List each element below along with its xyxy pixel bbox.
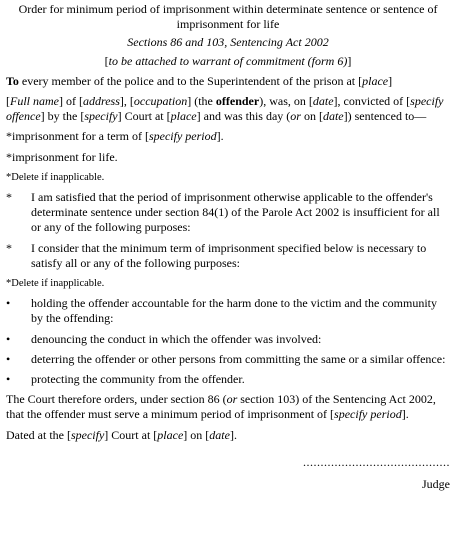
date-placeholder: date	[209, 427, 230, 442]
asterisk-marker: *	[6, 240, 12, 255]
or-word: or	[290, 109, 301, 124]
list-item-text: protecting the community from the offender.	[31, 372, 245, 387]
list-item-text: denouncing the conduct in which the offender was involved:	[31, 331, 322, 346]
address-placeholder: address	[83, 94, 120, 109]
list-item	[6, 241, 450, 271]
period-placeholder: specify period	[334, 407, 402, 422]
life-option: *imprisonment for life.	[6, 149, 118, 164]
list-item	[6, 332, 450, 347]
to-label: To	[6, 73, 19, 88]
offender-term: offender	[215, 94, 260, 109]
full-name-placeholder: Full name	[10, 94, 59, 109]
list-item	[6, 296, 450, 326]
signature-line: ..........................................	[303, 454, 450, 469]
bullet-icon: •	[6, 372, 11, 387]
list-item-text: I consider that the minimum term of imprisonment specified below is necessary to satisfy all or any of the following purposes:	[31, 240, 427, 270]
order-paragraph: The Court therefore orders, under section 86 (or section 103) of the Sentencing Act 2002, that the offender must serve a minimum period of imprisonment of [specify period].	[6, 392, 436, 422]
attachment-note: [to be attached to warrant of commitment (form 6)]	[104, 53, 352, 68]
list-item-text: I am satisfied that the period of imprisonment otherwise applicable to the offender's determinate sentence under section 84(1) of the Parole Act 2002 is insufficient for all or any of the following purposes:	[31, 190, 440, 235]
conviction-paragraph: [Full name] of [address], [occupation] (the offender), was, on [date], convicted of [specify offence] by the [specify] Court at [place] and was this day (or on [date]) sentenced to—	[6, 94, 444, 124]
judge-label: Judge	[422, 477, 450, 492]
form-sections-reference: Sections 86 and 103, Sentencing Act 2002	[127, 35, 329, 50]
offence-placeholder: specify offence	[6, 94, 444, 124]
dated-paragraph: Dated at the [specify] Court at [place] on [date].	[6, 427, 237, 442]
list-item	[6, 190, 450, 236]
date-placeholder: date	[312, 94, 334, 109]
address-paragraph: To every member of the police and to the Superintendent of the prison at [place]	[6, 73, 393, 88]
specify-placeholder: specify	[84, 109, 118, 124]
delete-note: *Delete if inapplicable.	[6, 278, 105, 290]
list-item-text: deterring the offender or other persons from committing the same or a similar offence:	[31, 351, 446, 366]
term-option: *imprisonment for a term of [specify period].	[6, 129, 224, 144]
specify-placeholder: specify	[70, 427, 105, 442]
attachment-note-text: to be attached to warrant of commitment (form 6)	[108, 53, 348, 68]
asterisk-marker: *	[6, 190, 12, 205]
bullet-icon: •	[6, 296, 11, 311]
list-item	[6, 352, 450, 367]
period-placeholder: specify period	[148, 129, 217, 144]
list-item-text: holding the offender accountable for the harm done to the victim and the community by the offending:	[31, 296, 437, 326]
delete-note: *Delete if inapplicable.	[6, 171, 105, 183]
occupation-placeholder: occupation	[133, 94, 188, 109]
place-placeholder: place	[170, 109, 197, 124]
form-document	[6, 2, 450, 492]
or-word: or	[226, 392, 238, 407]
place-placeholder: place	[362, 73, 389, 88]
date-placeholder: date	[322, 109, 344, 124]
form-title: Order for minimum period of imprisonment within determinate sentence or sentence of imprisonment for life	[18, 2, 438, 32]
bullet-icon: •	[6, 351, 11, 366]
place-placeholder: place	[157, 427, 184, 442]
bullet-icon: •	[6, 331, 11, 346]
list-item	[6, 372, 450, 387]
